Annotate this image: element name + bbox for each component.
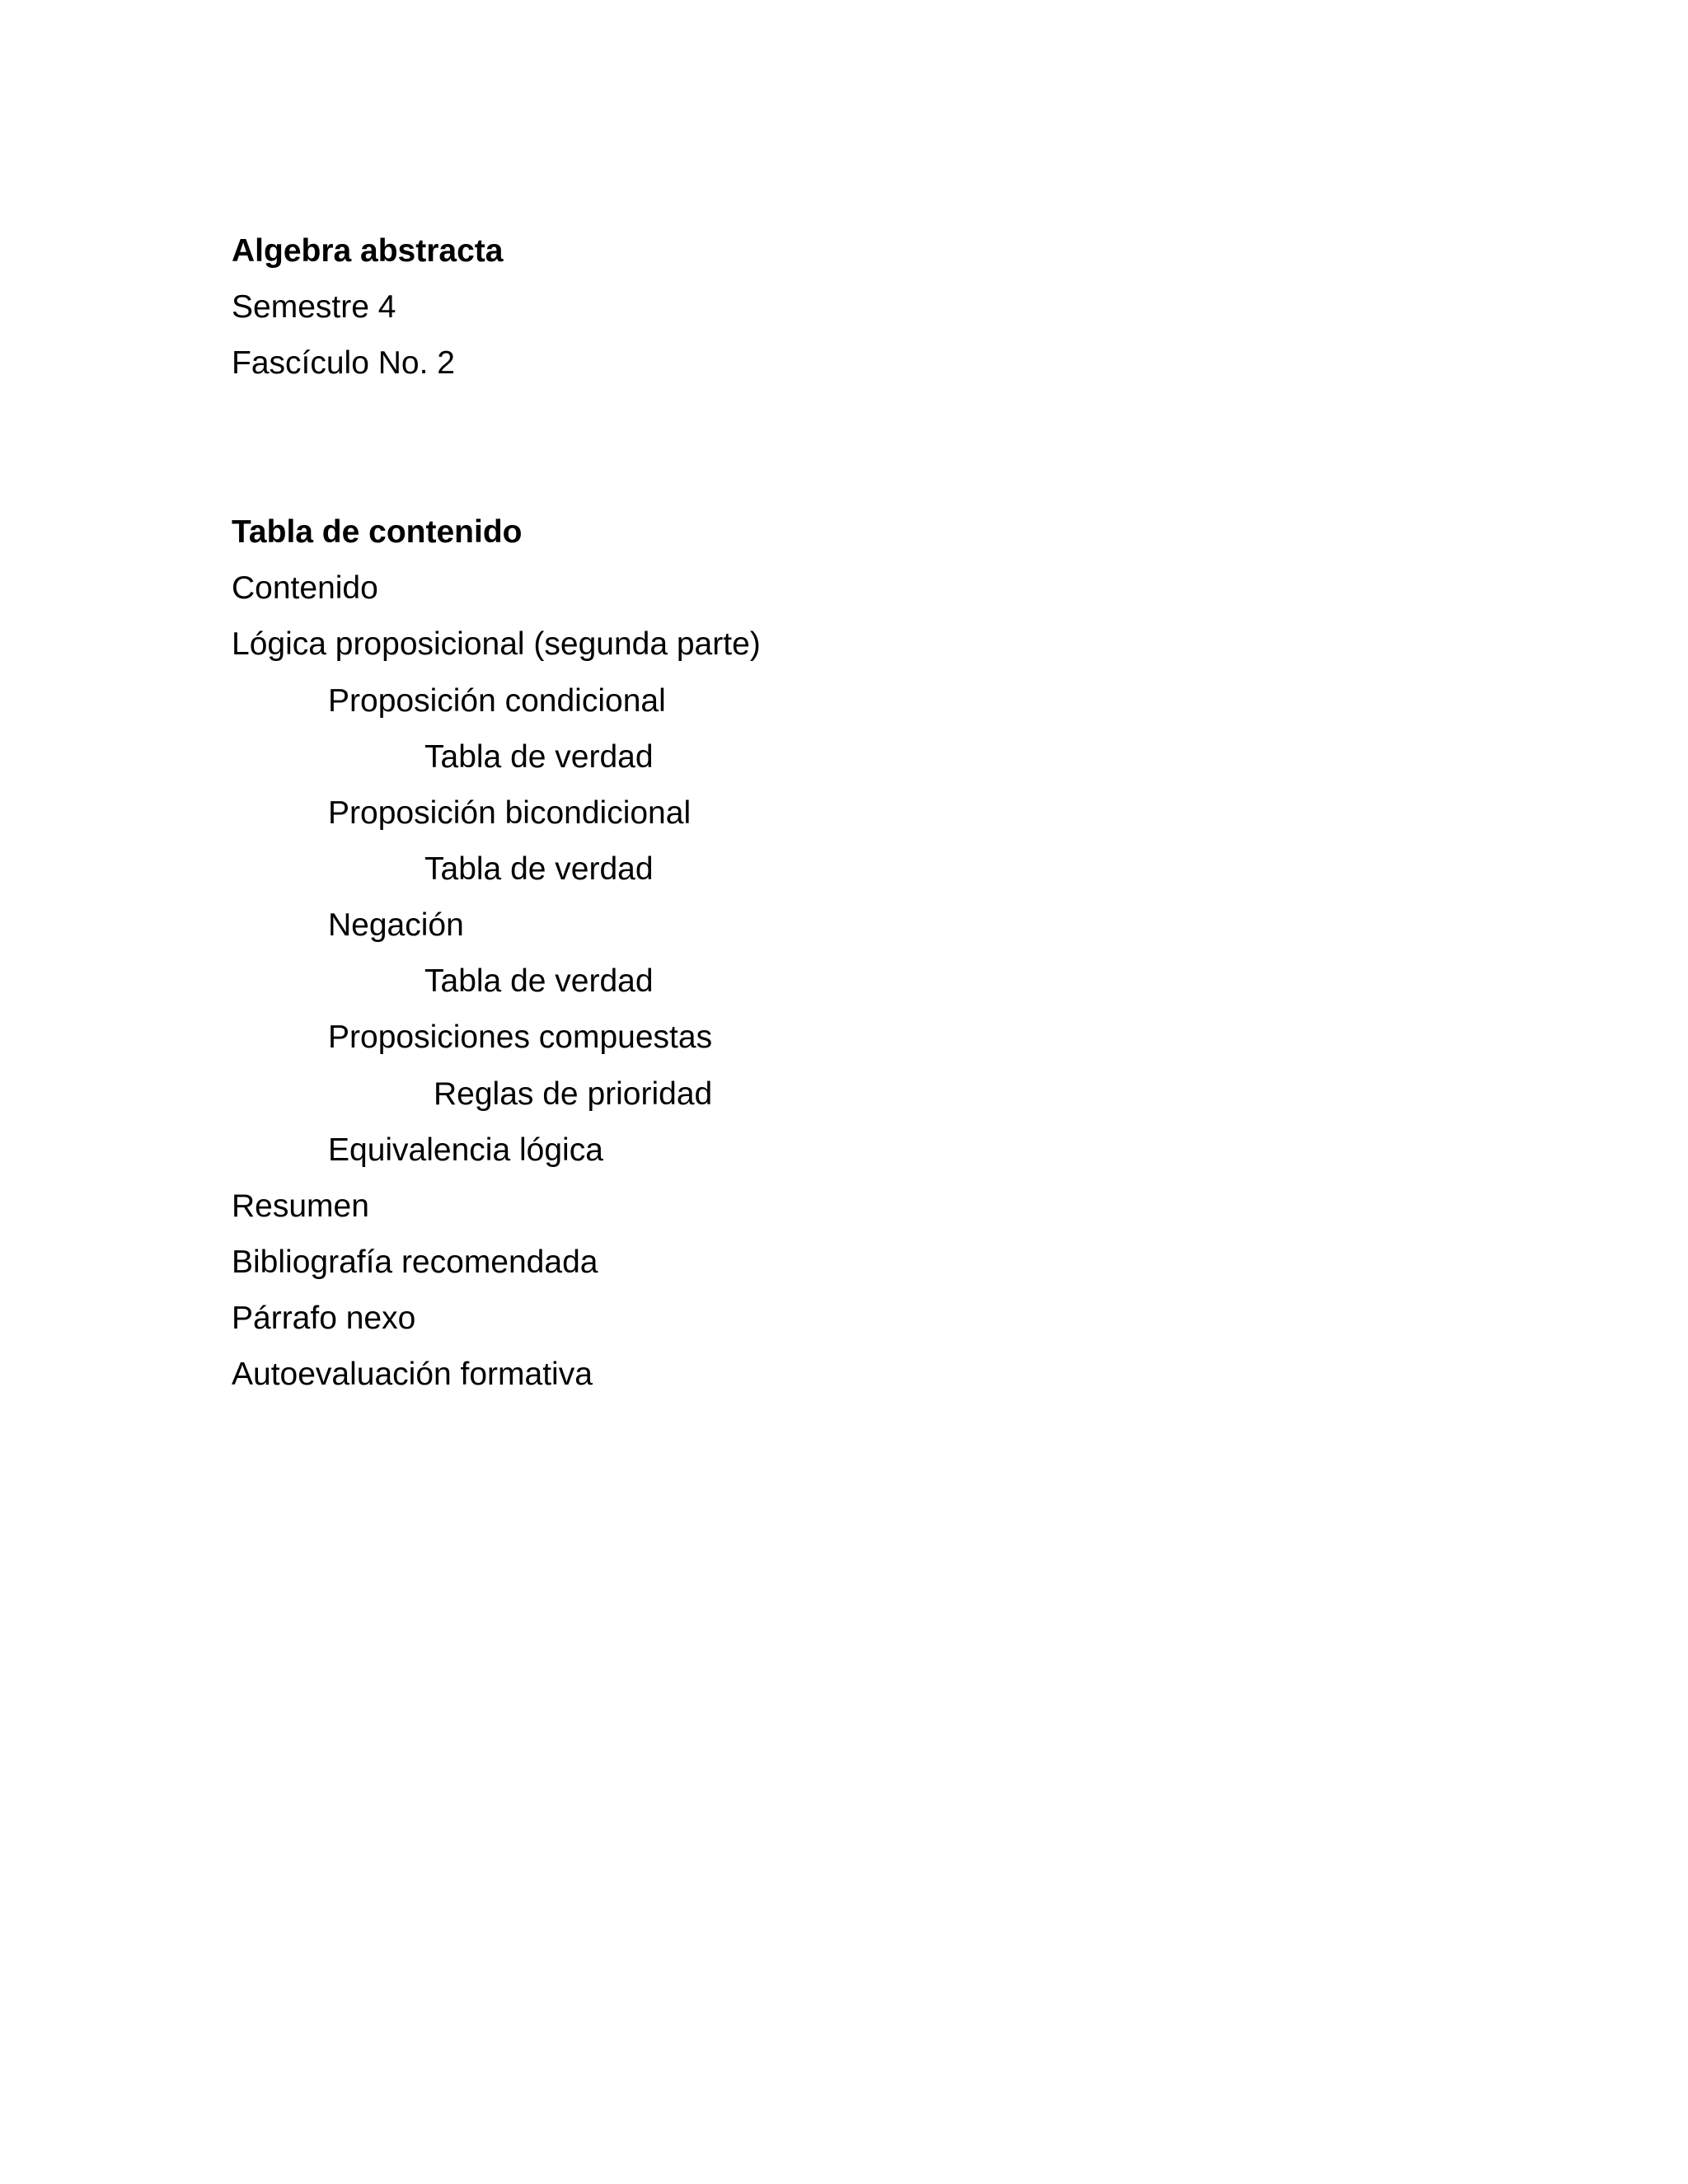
toc-item-autoevaluacion: Autoevaluación formativa <box>232 1357 593 1392</box>
toc-item-tabla-de-verdad-1: Tabla de verdad <box>424 739 654 775</box>
toc-item-contenido: Contenido <box>232 570 378 606</box>
toc-item-parrafo-nexo: Párrafo nexo <box>232 1301 416 1336</box>
toc-item-proposiciones-compuestas: Proposiciones compuestas <box>328 1019 713 1055</box>
toc-item-equivalencia-logica: Equivalencia lógica <box>328 1132 603 1168</box>
toc-item-proposicion-condicional: Proposición condicional <box>328 683 666 719</box>
toc-item-reglas-de-prioridad: Reglas de prioridad <box>434 1076 713 1112</box>
toc-item-tabla-de-verdad-2: Tabla de verdad <box>424 851 654 887</box>
toc-item-bibliografia: Bibliografía recomendada <box>232 1244 598 1280</box>
semester-label: Semestre 4 <box>232 289 396 325</box>
toc-heading: Tabla de contenido <box>232 514 523 550</box>
toc-item-tabla-de-verdad-3: Tabla de verdad <box>424 963 654 999</box>
fascicle-label: Fascículo No. 2 <box>232 345 455 381</box>
document-title: Algebra abstracta <box>232 233 504 269</box>
toc-item-logica-proposicional: Lógica proposicional (segunda parte) <box>232 626 761 662</box>
toc-item-negacion: Negación <box>328 907 464 943</box>
toc-item-resumen: Resumen <box>232 1188 369 1224</box>
toc-item-proposicion-bicondicional: Proposición bicondicional <box>328 795 692 831</box>
